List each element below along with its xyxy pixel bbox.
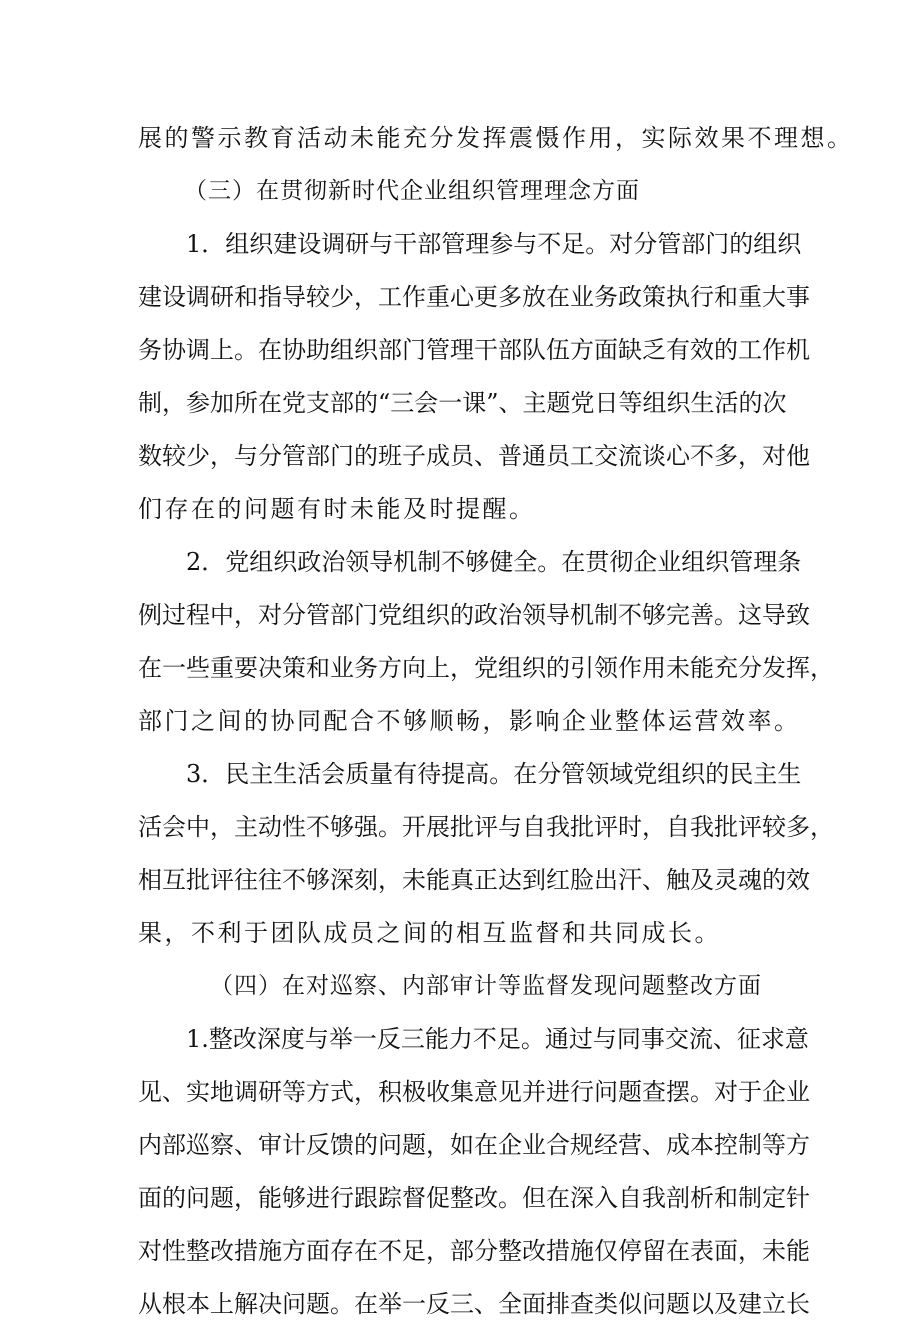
paragraph-line: 在一些重要决策和业务方向上，党组织的引领作用未能充分发挥，	[138, 654, 834, 682]
paragraph-line: 果，不利于团队成员之间的相互监督和共同成长。	[138, 919, 721, 947]
paragraph-line: 1．组织建设调研与干部管理参与不足。对分管部门的组织	[186, 230, 802, 258]
paragraph-line: 3．民主生活会质量有待提高。在分管领域党组织的民主生	[186, 760, 802, 788]
paragraph-line: 内部巡察、审计反馈的问题，如在企业合规经营、成本控制等方	[138, 1131, 810, 1159]
paragraph-line: 制，参加所在党支部的“三会一课”、主题党日等组织生活的次	[138, 389, 787, 417]
paragraph-line: 见、实地调研等方式，积极收集意见并进行问题查摆。对于企业	[138, 1078, 810, 1106]
paragraph-line: 务协调上。在协助组织部门管理干部队伍方面缺乏有效的工作机	[138, 336, 810, 364]
paragraph-line: 部门之间的协同配合不够顺畅，影响企业整体运营效率。	[138, 707, 801, 735]
paragraph-line: 活会中，主动性不够强。开展批评与自我批评时，自我批评较多，	[138, 813, 834, 841]
paragraph-line: 2．党组织政治领导机制不够健全。在贯彻企业组织管理条	[186, 548, 802, 576]
paragraph-line: 数较少，与分管部门的班子成员、普通员工交流谈心不多，对他	[138, 442, 810, 470]
paragraph-line: 建设调研和指导较少，工作重心更多放在业务政策执行和重大事	[138, 283, 810, 311]
section-heading-3: （三）在贯彻新时代企业组织管理理念方面	[184, 178, 640, 204]
paragraph-line: 相互批评往往不够深刻，未能真正达到红脸出汗、触及灵魂的效	[138, 866, 810, 894]
paragraph-line: 们存在的问题有时未能及时提醒。	[138, 495, 536, 523]
paragraph-line: 对性整改措施方面存在不足，部分整改措施仅停留在表面，未能	[138, 1237, 810, 1265]
paragraph-line: 面的问题，能够进行跟踪督促整改。但在深入自我剖析和制定针	[138, 1184, 810, 1212]
paragraph-line: 例过程中，对分管部门党组织的政治领导机制不够完善。这导致	[138, 601, 810, 629]
section-heading-4: （四）在对巡察、内部审计等监督发现问题整改方面	[210, 973, 762, 999]
document-body	[138, 112, 854, 1331]
paragraph-line: 展的警示教育活动未能充分发挥震慑作用，实际效果不理想。	[138, 124, 854, 152]
paragraph-line: 从根本上解决问题。在举一反三、全面排查类似问题以及建立长	[138, 1290, 810, 1318]
paragraph-line: 1.整改深度与举一反三能力不足。通过与同事交流、征求意	[186, 1025, 809, 1053]
